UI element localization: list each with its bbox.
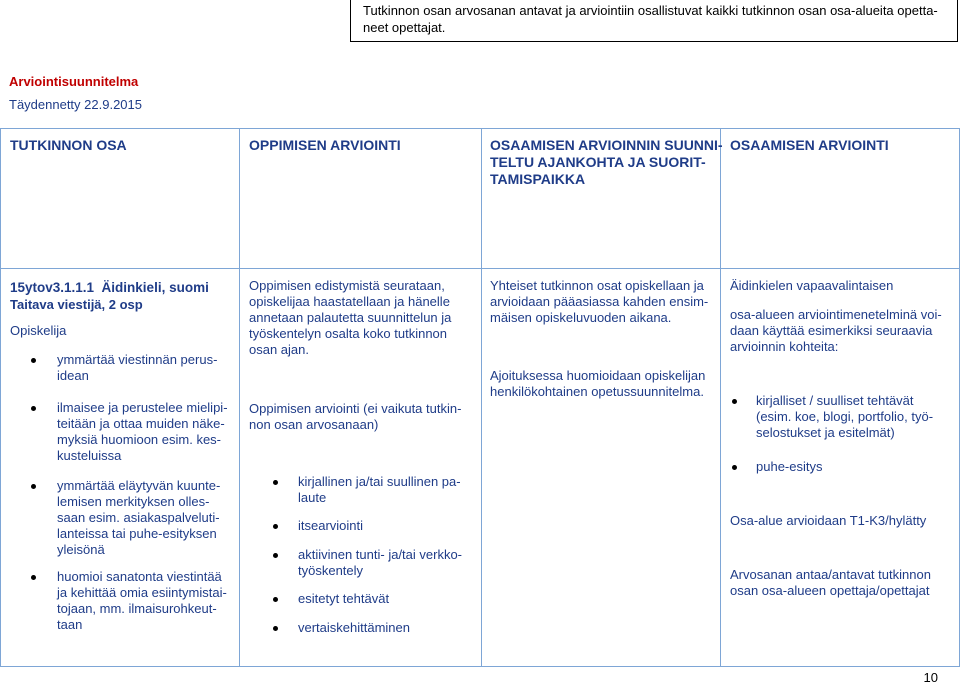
method-item-5: vertaiskehittäminen (298, 620, 410, 635)
bullet-icon (732, 399, 737, 404)
learner-goal-4: huomioi sanatonta viestintää ja kehittää omia esiintymistai- tojaan, mm. ilmaisurohkeut- taan (57, 569, 227, 632)
bullet-icon (31, 484, 36, 489)
header-tutkinnon-osa: TUTKINNON OSA (10, 137, 127, 153)
intro-box (350, 0, 958, 42)
bullet-icon (31, 575, 36, 580)
page-number: 10 (923, 670, 938, 685)
method-item-1: kirjallinen ja/tai suullinen pa- laute (298, 474, 461, 505)
bullet-icon (273, 553, 278, 558)
bullet-icon (273, 480, 278, 485)
competence-item-2: puhe-esitys (756, 459, 823, 474)
header-osaamisen-arviointi: OSAAMISEN ARVIOINTI (730, 137, 889, 153)
learner-goal-3: ymmärtää eläytyvän kuunte- lemisen merkityksen olles- saan esim. asiakaspalveluti- lanteissa tai puhe-esityksen yleisönä (57, 478, 221, 557)
competence-methods-text: osa-alueen arviointimenetelminä voi- daan käyttää esimerkiksi seuraavia arvioinnin kohteita: (730, 307, 942, 354)
grader-note: Arvosanan antaa/antavat tutkinnon osan osa-alueen opettaja/opettajat (730, 567, 931, 598)
schedule-note: Ajoituksessa huomioidaan opiskelijan henkilökohtainen opetussuunnitelma. (490, 368, 706, 399)
learning-assessment-note: Oppimisen arviointi (ei vaikuta tutkin- non osan arvosanaan) (249, 401, 462, 432)
competence-title: Äidinkielen vapaavalintaisen (730, 278, 894, 293)
unit-code-title: 15ytov3.1.1.1 Äidinkieli, suomi (10, 280, 209, 295)
method-item-4: esitetyt tehtävät (298, 591, 390, 606)
bullet-icon (732, 465, 737, 470)
unit-subtitle: Taitava viestijä, 2 osp (10, 297, 143, 312)
bullet-icon (273, 626, 278, 631)
method-item-3: aktiivinen tunti- ja/tai verkko- työskentely (298, 547, 463, 578)
bullet-icon (31, 406, 36, 411)
competence-item-1: kirjalliset / suulliset tehtävät (esim. koe, blogi, portfolio, työ- selostukset ja esitelmät) (756, 393, 934, 440)
bullet-icon (31, 358, 36, 363)
learner-goal-2: ilmaisee ja perustelee mielipi- teitään ja ottaa muiden näke- myksiä huomioon esim. kes- kusteluissa (57, 400, 228, 463)
bullet-icon (273, 597, 278, 602)
header-ajankohta-suorituspaikka: OSAAMISEN ARVIOINNIN SUUNNI- TELTU AJANKOHTA JA SUORIT- TAMISPAIKKA (490, 137, 723, 187)
learner-goal-1: ymmärtää viestinnän perus- idean (57, 352, 218, 383)
intro-line-2: neet opettajat. (363, 20, 446, 35)
assessment-table (0, 128, 960, 667)
method-item-2: itsearviointi (298, 518, 364, 533)
bullet-icon (273, 524, 278, 529)
schedule-text: Yhteiset tutkinnon osat opiskellaan ja arvioidaan pääasiassa kahden ensim- mäisen opiskeluvuoden aikana. (490, 278, 709, 325)
learning-progress-text: Oppimisen edistymistä seurataan, opiskelijaa haastatellaan ja hänelle annetaan palautetta suunnittelun ja työskentelyn osalta koko tutkinnon osan ajan. (249, 278, 452, 357)
intro-line-1: Tutkinnon osan arvosanan antavat ja arviointiin osallistuvat kaikki tutkinnon osan osa-alueita opetta- (363, 3, 938, 18)
header-oppimisen-arviointi: OPPIMISEN ARVIOINTI (249, 137, 401, 153)
learner-label: Opiskelija (10, 323, 67, 338)
updated-date: Täydennetty 22.9.2015 (9, 97, 142, 112)
grading-scale: Osa-alue arvioidaan T1-K3/hylätty (730, 513, 927, 528)
plan-title: Arviointisuunnitelma (9, 74, 139, 89)
